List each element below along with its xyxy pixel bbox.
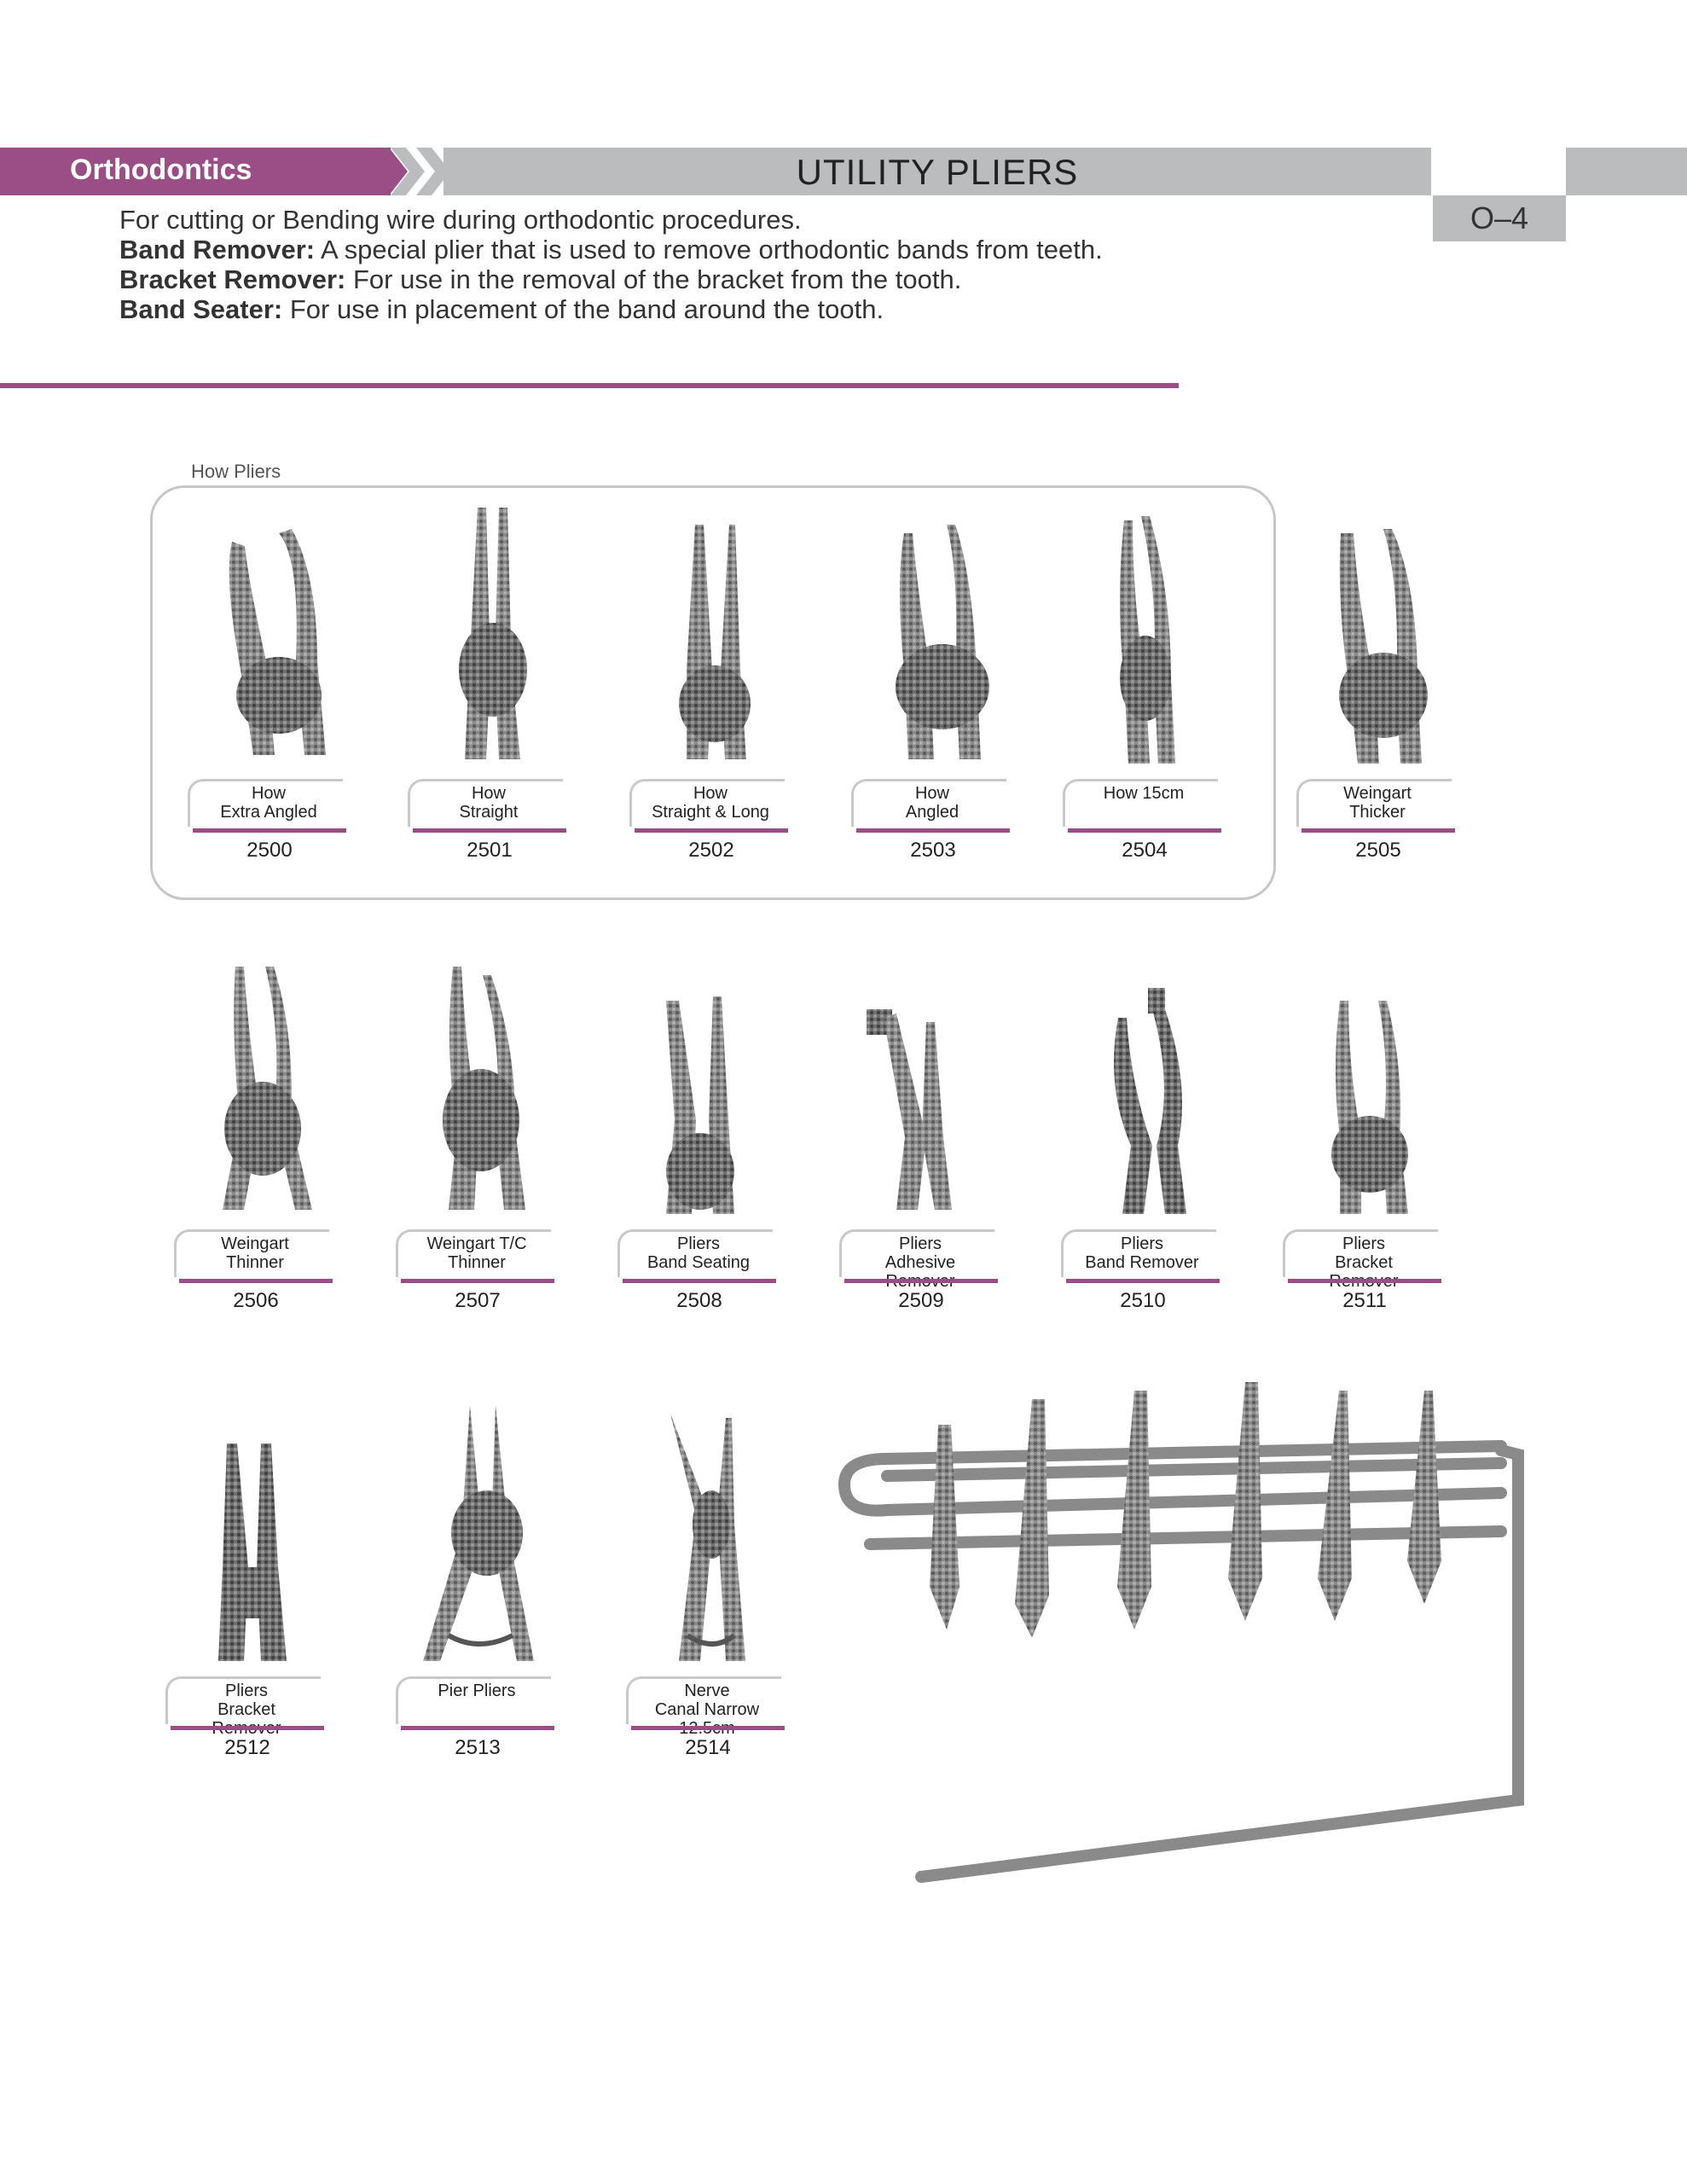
band-remover-pliers-icon: [1071, 950, 1225, 1214]
weingart-pliers-icon: [184, 950, 338, 1214]
pier-pliers-icon: [406, 1397, 559, 1661]
product-code: 2505: [1355, 839, 1401, 862]
adhesive-remover-pliers-icon: [849, 950, 1003, 1214]
product-code: 2510: [1120, 1289, 1166, 1312]
product-2502: [623, 499, 793, 892]
product-2501: [401, 499, 571, 892]
section-label: Orthodontics: [70, 154, 252, 186]
product-name: How Angled: [905, 784, 959, 822]
angled-pliers-icon: [198, 499, 351, 764]
product-name: Weingart T/C Thinner: [426, 1234, 527, 1272]
product-name: Pier Pliers: [438, 1682, 516, 1700]
divider-rule: [0, 383, 1179, 388]
product-name: How Straight & Long: [652, 784, 769, 822]
product-name: Weingart Thicker: [1343, 784, 1412, 822]
bracket-remover-pliers-icon: [1293, 950, 1446, 1214]
product-2504: [1056, 499, 1226, 892]
product-2510: [1054, 950, 1225, 1342]
product-code: 2502: [688, 839, 734, 862]
product-code: 2514: [685, 1736, 731, 1759]
page-title: UTILITY PLIERS: [796, 152, 1079, 192]
group-label: How Pliers: [191, 461, 281, 482]
title-bar-right: [1566, 148, 1687, 195]
straight-pliers-icon: [418, 499, 571, 764]
product-name: Pliers Band Seating: [646, 1234, 751, 1272]
product-name: Nerve Canal Narrow: [654, 1682, 760, 1719]
description-line: Band Seater: For use in placement of the band around the tooth.: [119, 294, 884, 324]
bracket-remover-pliers-icon: [176, 1397, 329, 1661]
product-2514: [619, 1397, 790, 1789]
angled-pliers-icon: [861, 499, 1015, 764]
product-2507: [389, 950, 559, 1342]
description-line: Band Remover: A special plier that is used to remove orthodontic bands from teeth.: [119, 235, 1103, 264]
product-name: How Straight: [459, 784, 519, 822]
product-name: Pliers Bracket: [217, 1682, 275, 1719]
page-number: O–4: [1433, 195, 1566, 241]
product-name: Pliers Adhesive: [884, 1234, 956, 1272]
weingart-pliers-icon: [1307, 499, 1460, 764]
product-code: 2508: [676, 1289, 722, 1312]
product-code: 2512: [224, 1736, 270, 1759]
description-line: For cutting or Bending wire during orthodontic procedures.: [119, 205, 802, 235]
product-name: Pliers Band Remover: [1085, 1234, 1199, 1272]
product-2500: [181, 499, 351, 892]
product-code: 2507: [455, 1289, 501, 1312]
product-code: 2511: [1342, 1289, 1387, 1312]
product-2509: [832, 950, 1003, 1342]
product-code: 2513: [455, 1736, 501, 1759]
product-code: 2509: [898, 1289, 944, 1312]
product-name: Pliers Bracket: [1335, 1234, 1393, 1272]
nerve-canal-pliers-icon: [636, 1397, 790, 1661]
product-2513: [389, 1397, 559, 1789]
straight-long-pliers-icon: [640, 499, 793, 764]
pliers-15cm-icon: [1073, 499, 1226, 764]
product-2505: [1290, 499, 1460, 892]
product-code: 2501: [467, 839, 513, 862]
pliers-rack-icon: [836, 1374, 1603, 1911]
product-2506: [167, 950, 338, 1342]
product-2508: [611, 950, 781, 1342]
product-name: How Extra Angled: [220, 784, 317, 822]
weingart-tc-pliers-icon: [406, 950, 559, 1214]
product-name: Weingart Thinner: [221, 1234, 289, 1272]
product-code: 2504: [1122, 839, 1168, 862]
product-name: How 15cm: [1103, 784, 1185, 803]
description-line: Bracket Remover: For use in the removal of the bracket from the tooth.: [119, 264, 962, 294]
product-2503: [844, 499, 1015, 892]
product-code: 2503: [910, 839, 956, 862]
product-code: 2500: [246, 839, 293, 862]
band-seating-pliers-icon: [628, 950, 781, 1214]
product-code: 2506: [233, 1289, 279, 1312]
product-2512: [159, 1397, 329, 1789]
product-2511: [1276, 950, 1446, 1342]
description: [119, 205, 1399, 324]
